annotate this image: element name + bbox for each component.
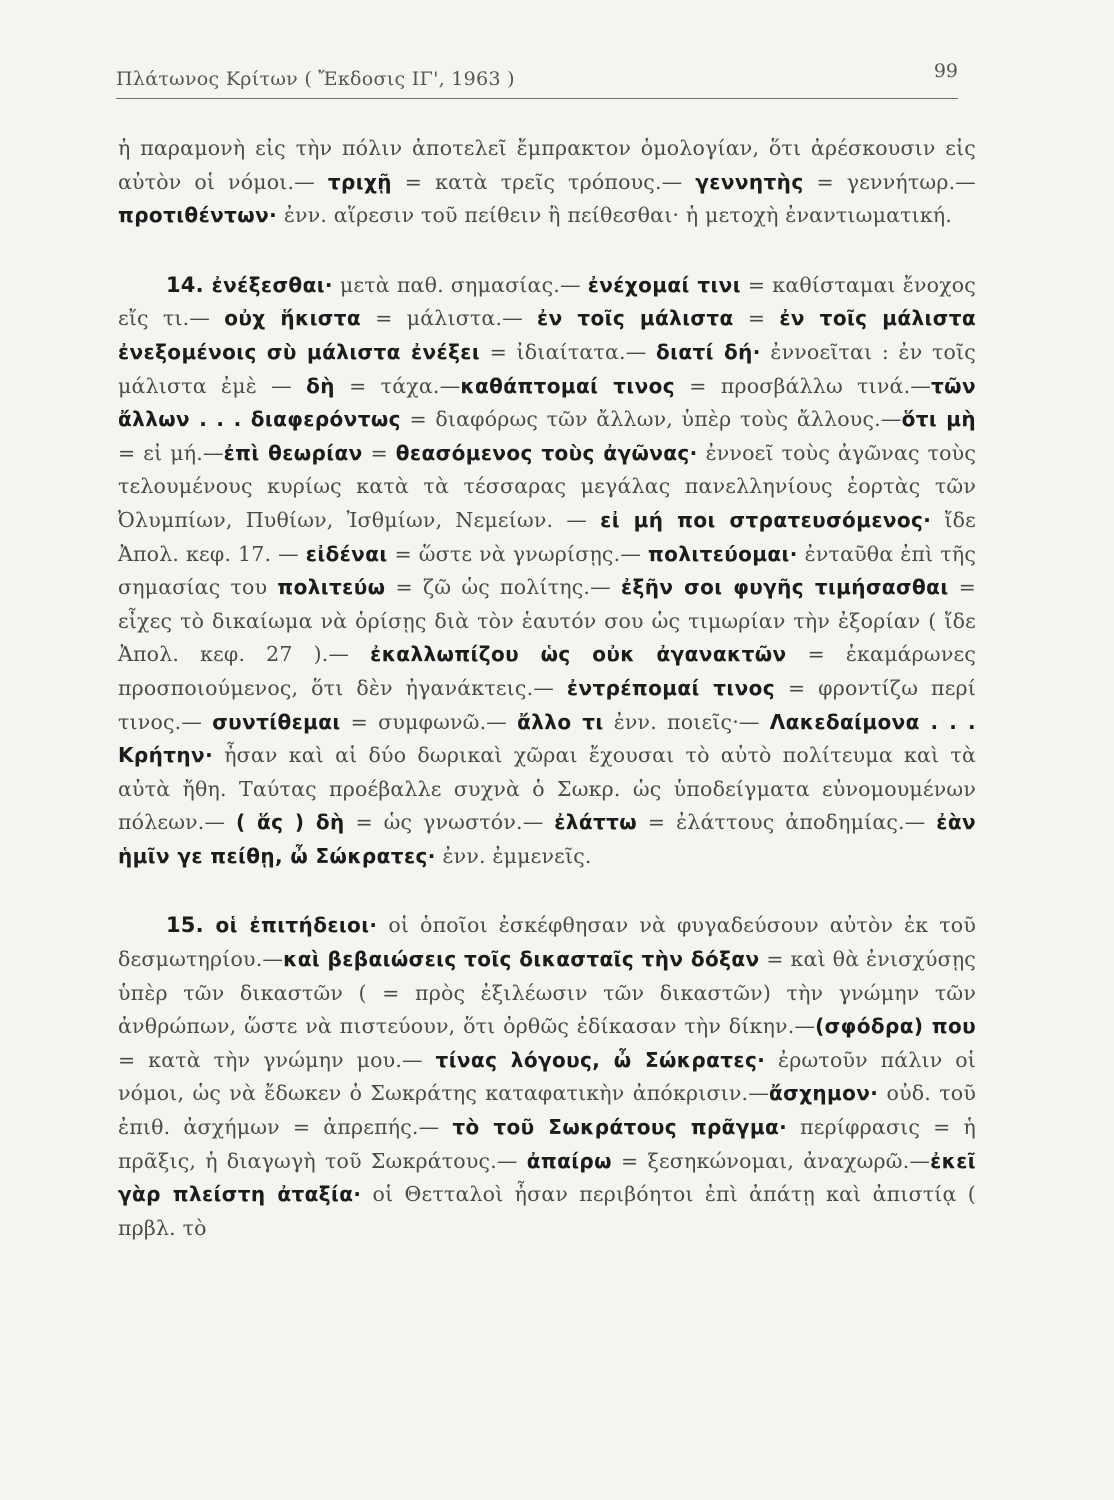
gloss-text: ἐννοεῖται : ἐν τοῖς μάλιστα ἐμὲ — bbox=[118, 339, 976, 398]
gloss-text: ἐρωτοῦν πάλιν οἱ νόμοι, ὡς νὰ ἔδωκεν ὁ Σωκράτης καταφατικὴν ἀπόκρισιν.— bbox=[118, 1047, 976, 1106]
gloss-text: ἴδε Ἀπολ. κεφ. 17. — bbox=[118, 507, 976, 566]
lemma-term: τριχῇ bbox=[327, 169, 392, 194]
lemma-term: ἐνέξεσθαι· bbox=[211, 272, 333, 297]
lemma-term: ἄλλο τι bbox=[517, 709, 604, 734]
lemma-term: ἄσχημον· bbox=[768, 1081, 879, 1106]
lemma-term: καὶ βεβαιώσεις τοῖς δικασταῖς τὴν δόξαν bbox=[283, 947, 760, 972]
lemma-term: διατί δή· bbox=[655, 339, 761, 364]
gloss-text: μετὰ παθ. σημασίας.— bbox=[332, 272, 588, 297]
gloss-text: = διαφόρως τῶν ἄλλων, ὑπὲρ τοὺς ἄλλους.— bbox=[400, 407, 902, 432]
gloss-text: = εἰ μή.— bbox=[118, 440, 224, 465]
lemma-term: εἰδέναι bbox=[305, 541, 388, 566]
gloss-text: = bbox=[733, 306, 780, 331]
gloss-text: οἱ ὁποῖοι ἐσκέφθησαν νὰ φυγαδεύσουν αὐτὸν ἐκ τοῦ δεσμωτηρίου.— bbox=[118, 913, 976, 972]
gloss-text: = φροντίζω περί τινος.— bbox=[118, 675, 977, 734]
gloss-text: ἦσαν καὶ αἱ δύο δωρικαὶ χῶραι ἔχουσαι τὸ αὐτὸ πολίτευμα καὶ τὰ αὐτὰ ἤθη. Ταύτας προέβαλλε συχνὰ ὁ Σωκρ. ὡς ὑποδείγματα εὐνομουμένων πόλεων.— bbox=[118, 743, 976, 835]
lemma-term: τὸ τοῦ Σωκράτους πρᾶγμα· bbox=[452, 1115, 788, 1140]
gloss-text: περίφρασις = ἡ πρᾶξις, ἡ διαγωγὴ τοῦ Σωκράτους.— bbox=[118, 1115, 977, 1173]
gloss-text: = καὶ θὰ ἐνισχύσῃς ὑπὲρ τῶν δικαστῶν ( = πρὸς ἐξιλέωσιν τῶν δικαστῶν) τὴν γνώμην τῶν ἀνθρώπων, ὥστε νὰ πιστεύουν, ὅτι ὀρθῶς ἐδίκασαν τὴν δίκην.— bbox=[118, 947, 976, 1039]
gloss-text: ἐνν. ἐμμενεῖς. bbox=[435, 843, 592, 868]
lemma-term: τίνας λόγους, ὦ Σώκρατες· bbox=[435, 1047, 766, 1072]
lemma-term: θεασόμενος τοὺς ἀγῶνας· bbox=[395, 440, 698, 465]
gloss-text: = γεννήτωρ.— bbox=[803, 169, 976, 194]
lemma-term: ἐὰν ἡμῖν γε πείθῃ, ὦ Σώκρατες· bbox=[118, 810, 976, 868]
lemma-term: ἐν τοῖς μάλιστα ἐνεξομένοις σὺ μάλιστα ἐνέξει bbox=[118, 306, 976, 364]
lemma-term: ὅτι μὴ bbox=[901, 407, 976, 432]
gloss-text: = ζῶ ὡς πολίτης.— bbox=[385, 575, 621, 600]
gloss-text: ἐννοεῖ τοὺς ἀγῶνας τοὺς τελουμένους κυρίως κατὰ τὰ τέσσαρας μεγάλας πανελληνίους ἑορτὰς τῶν Ὀλυμπίων, Πυθίων, Ἰσθμίων, Νεμείων. — bbox=[118, 440, 976, 532]
gloss-text: = συμφωνῶ.— bbox=[340, 709, 518, 734]
lemma-term: τῶν ἄλλων . . . διαφερόντως bbox=[118, 373, 976, 432]
section-number: 14. bbox=[166, 272, 212, 297]
paragraph-continuation bbox=[118, 132, 976, 233]
gloss-text: = ὡς γνωστόν.— bbox=[344, 810, 555, 835]
lemma-term: Λακεδαίμονα . . . Κρήτην· bbox=[118, 709, 977, 768]
gloss-text: οἱ Θετταλοὶ ἦσαν περιβόητοι ἐπὶ ἀπάτῃ καὶ ἀπιστίᾳ ( πρβλ. τὸ bbox=[118, 1182, 976, 1240]
lemma-term: πολιτεύω bbox=[277, 575, 386, 600]
running-title: Πλάτωνος Κρίτων ( Ἔκδοσις ΙΓ', 1963 ) bbox=[116, 68, 515, 90]
section-number: 15. bbox=[166, 913, 216, 938]
page-number: 99 bbox=[933, 60, 958, 82]
lemma-term: (σφόδρα) που bbox=[815, 1014, 976, 1039]
gloss-text: = ἐλάττους ἀποδημίας.— bbox=[637, 810, 937, 835]
gloss-text: = ἐκαμάρωνες προσποιούμενος, ὅτι δὲν ἠγανάκτεις.— bbox=[118, 642, 977, 700]
lemma-term: εἰ μή ποι στρατευσόμενος· bbox=[600, 507, 932, 532]
lemma-term: ( ἅς ) δὴ bbox=[236, 810, 345, 835]
lemma-term: ἐξῆν σοι φυγῆς τιμήσασθαι bbox=[620, 575, 949, 600]
gloss-text: = εἶχες τὸ δικαίωμα νὰ ὁρίσῃς διὰ τὸν ἑαυτόν σου ὡς τιμωρίαν τὴν ἐξορίαν ( ἴδε Ἀπολ. κεφ. 27 ).— bbox=[118, 575, 977, 667]
gloss-text: ἐνν. αἵρεσιν τοῦ πείθειν ἢ πείθεσθαι· ἡ μετοχὴ ἐναντιωματική. bbox=[277, 203, 953, 228]
lemma-term: ἐλάττω bbox=[554, 810, 638, 835]
lemma-term: ἐπὶ θεωρίαν bbox=[223, 440, 363, 465]
lemma-term: πολιτεύομαι· bbox=[647, 541, 798, 566]
lemma-term: προτιθέντων· bbox=[118, 203, 278, 228]
lemma-term: καθάπτομαί τινος bbox=[460, 373, 676, 398]
gloss-text: ἐνν. ποιεῖς·— bbox=[603, 709, 770, 734]
lemma-term: συντίθεμαι bbox=[212, 709, 341, 734]
gloss-text: = προσβάλλω τινά.— bbox=[675, 373, 932, 398]
lemma-term: οὐχ ἥκιστα bbox=[224, 306, 362, 331]
gloss-text: οὐδ. τοῦ ἐπιθ. ἀσχήμων = ἀπρεπής.— bbox=[118, 1081, 976, 1140]
gloss-text: = ξεσηκώνομαι, ἀναχωρῶ.— bbox=[611, 1148, 931, 1173]
lemma-term: ἀπαίρω bbox=[526, 1148, 612, 1173]
commentary-text bbox=[118, 132, 976, 1245]
paragraph-15 bbox=[118, 909, 976, 1245]
paragraph-14 bbox=[118, 269, 976, 874]
gloss-text: = ὥστε νὰ γνωρίσῃς.— bbox=[387, 541, 648, 566]
lemma-term: ἐνέχομαί τινι bbox=[587, 272, 741, 297]
running-header bbox=[116, 60, 958, 99]
lemma-term: οἱ ἐπιτήδειοι· bbox=[215, 913, 378, 938]
lemma-term: δὴ bbox=[306, 373, 335, 398]
gloss-text: ἐνταῦθα ἐπὶ τῆς σημασίας του bbox=[118, 541, 977, 600]
lemma-term: ἐντρέπομαί τινος bbox=[566, 675, 775, 700]
gloss-text: = μάλιστα.— bbox=[361, 306, 538, 331]
gloss-text: = κατὰ τὴν γνώμην μου.— bbox=[118, 1047, 436, 1072]
gloss-text: = τάχα.— bbox=[334, 373, 461, 398]
gloss-text: = bbox=[362, 440, 396, 465]
lemma-term: γεννητὴς bbox=[695, 169, 804, 194]
lemma-term: ἐκεῖ γὰρ πλείστη ἀταξία· bbox=[118, 1148, 976, 1207]
gloss-text: = ἰδιαίτατα.— bbox=[480, 339, 656, 364]
gloss-text: ἡ παραμονὴ εἰς τὴν πόλιν ἀποτελεῖ ἔμπρακτον ὁμολογίαν, ὅτι ἀρέσκουσιν εἰς αὐτὸν οἱ νόμοι.— bbox=[118, 136, 976, 194]
lemma-term: ἐκαλλωπίζου ὡς οὐκ ἀγανακτῶν bbox=[370, 642, 787, 667]
gloss-text: = κατὰ τρεῖς τρόπους.— bbox=[391, 169, 696, 194]
gloss-text: = καθίσταμαι ἔνοχος εἴς τι.— bbox=[118, 272, 976, 331]
lemma-term: ἐν τοῖς μάλιστα bbox=[537, 306, 734, 331]
